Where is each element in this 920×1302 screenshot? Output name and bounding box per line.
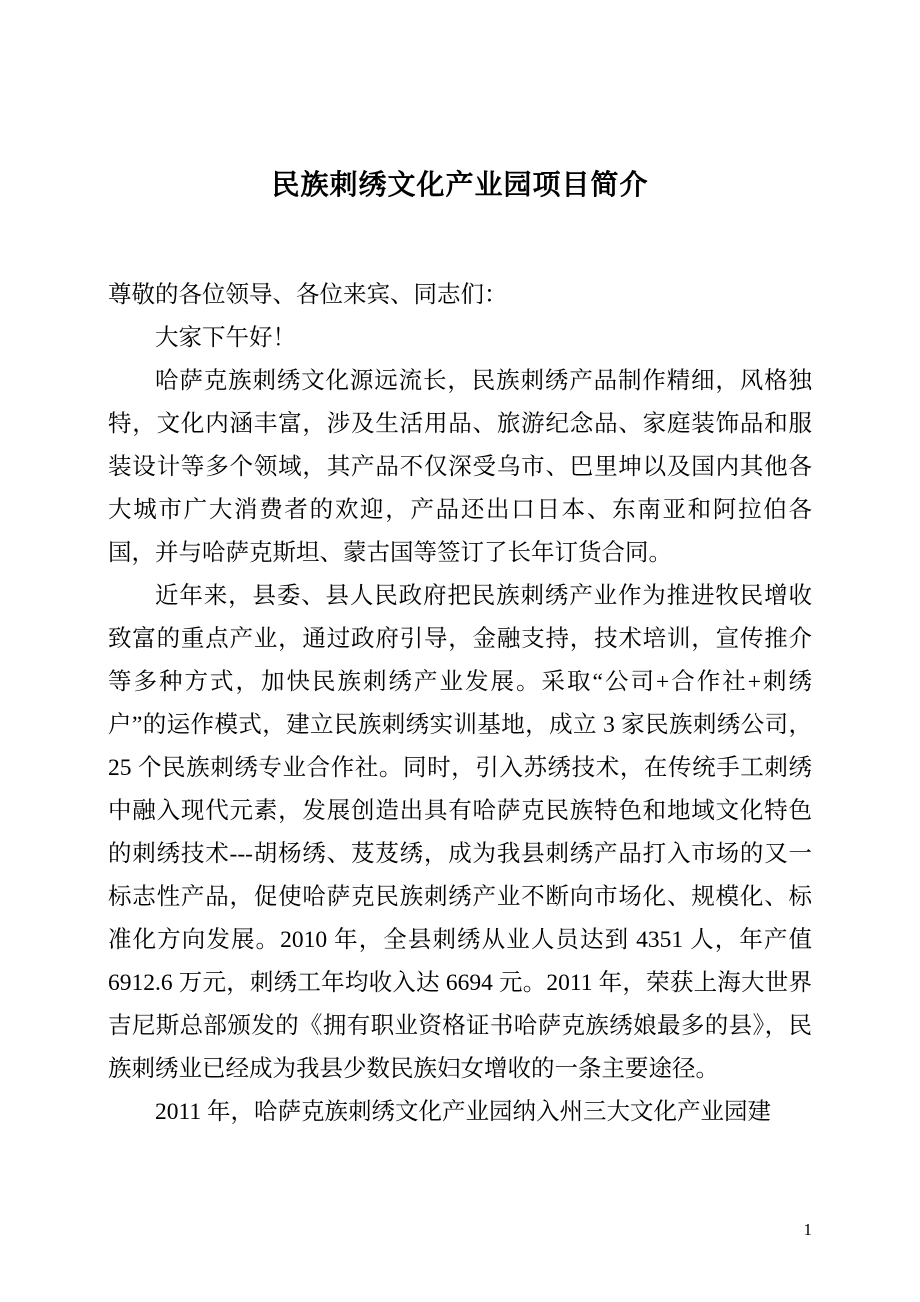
paragraph-culture-park: 2011 年，哈萨克族刺绣文化产业园纳入州三大文化产业园建 (155, 1098, 772, 1125)
document-body (108, 274, 812, 1134)
paragraph-embroidery-culture: 哈萨克族刺绣文化源远流长，民族刺绣产品制作精细，风格独特，文化内涵丰富，涉及生活用品、旅游纪念品、家庭装饰品和服装设计等多个领域，其产品不仅深受乌市、巴里坤以及国内其他各大城市广大消费者的欢迎，产品还出口日本、东南亚和阿拉伯各国，并与哈萨克斯坦、蒙古国等签订了长年订货合同。 (108, 367, 812, 566)
page-number: 1 (803, 1220, 812, 1239)
paragraph-greeting: 大家下午好！ (155, 324, 296, 351)
paragraph-salutation: 尊敬的各位领导、各位来宾、同志们： (108, 281, 508, 308)
page-title: 民族刺绣文化产业园项目简介 (271, 169, 649, 200)
paragraph-industry-development: 近年来，县委、县人民政府把民族刺绣产业作为推进牧民增收致富的重点产业，通过政府引导，金融支持，技术培训，宣传推介等多种方式，加快民族刺绣产业发展。采取“公司+合作社+刺绣户”的运作模式，建立民族刺绣实训基地，成立 3 家民族刺绣公司，25 个民族刺绣专业合作社。同时，引入苏绣技术，在传统手工刺绣中融入现代元素，发展创造出具有哈萨克民族特色和地域文化特色的刺绣技术---胡杨绣、芨芨绣，成为我县刺绣产品打入市场的又一标志性产品，促使哈萨克民族刺绣产业不断向市场化、规模化、标准化方向发展。2010 年，全县刺绣从业人员达到 4351 人，年产值 6912.6 万元，刺绣工年均收入达 6694 元。2011 年，荣获上海大世界吉尼斯总部颁发的《拥有职业资格证书哈萨克族绣娘最多的县》，民族刺绣业已经成为我县少数民族妇女增收的一条主要途径。 (108, 582, 812, 1082)
